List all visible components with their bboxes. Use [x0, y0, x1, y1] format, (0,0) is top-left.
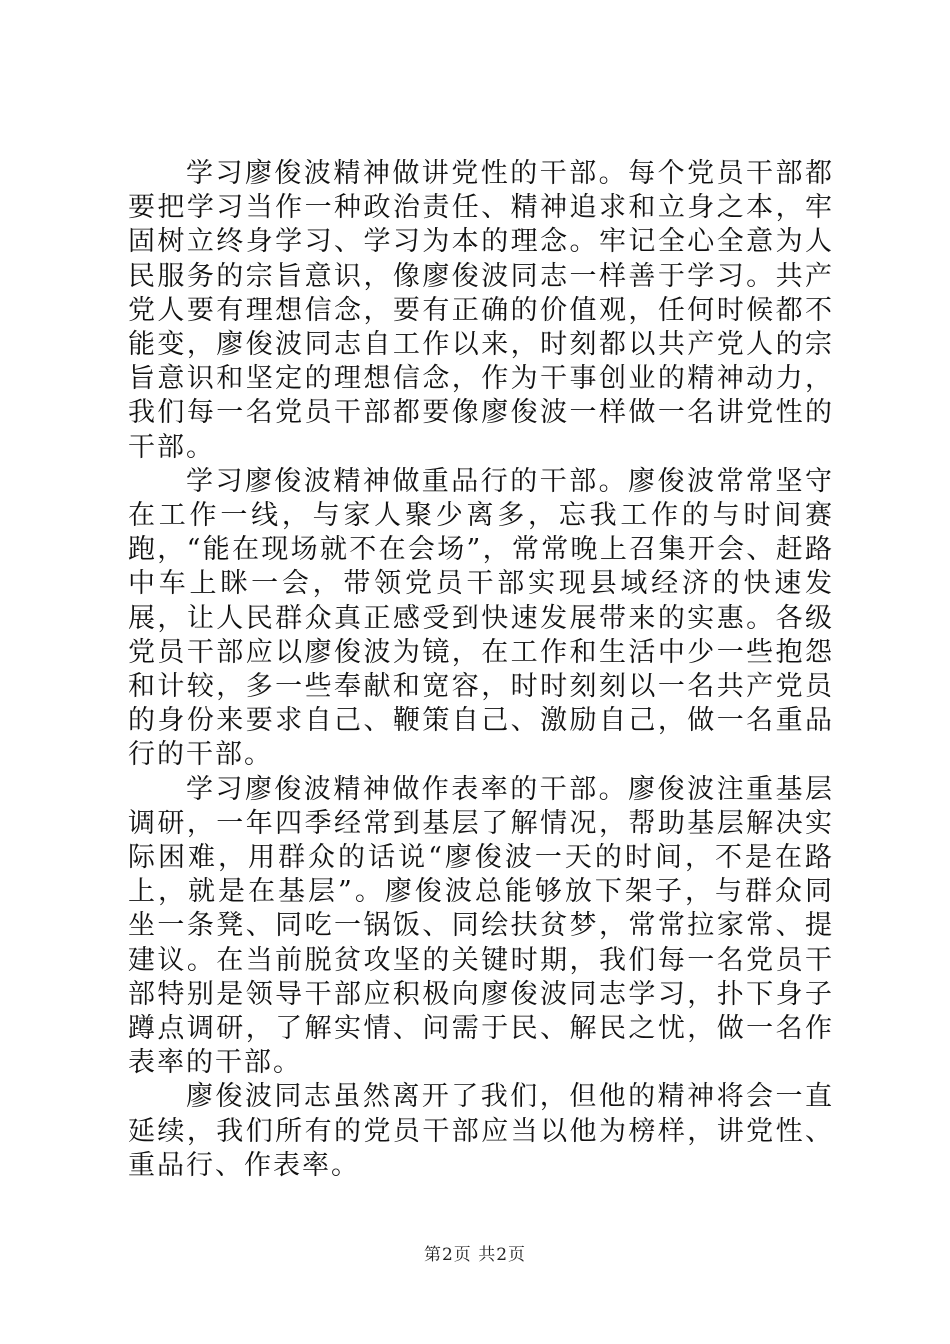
paragraph-party-spirit: 学习廖俊波精神做讲党性的干部。每个党员干部都要把学习当作一种政治责任、精神追求和立身之本，牢固树立终身学习、学习为本的理念。牢记全心全意为人民服务的宗旨意识，像廖俊波同志一样善于学习。共产党人要有理想信念，要有正确的价值观，任何时候都不能变，廖俊波同志自工作以来，时刻都以共产党人的宗旨意识和坚定的理想信念，作为干事创业的精神动力，我们每一名党员干部都要像廖俊波一样做一名讲党性的干部。: [128, 158, 834, 463]
paragraph-conclusion: 廖俊波同志虽然离开了我们，但他的精神将会一直延续，我们所有的党员干部应当以他为榜样，讲党性、重品行、作表率。: [128, 1081, 834, 1181]
document-body: [128, 157, 834, 1183]
paragraph-moral-conduct: 学习廖俊波精神做重品行的干部。廖俊波常常坚守在工作一线，与家人聚少离多，忘我工作的与时间赛跑，“能在现场就不在会场”，常常晚上召集开会、赶路中车上眯一会，带领党员干部实现县域经济的快速发展，让人民群众真正感受到快速发展带来的实惠。各级党员干部应以廖俊波为镜，在工作和生活中少一些抱怨和计较，多一些奉献和宽容，时时刻刻以一名共产党员的身份来要求自己、鞭策自己、激励自己，做一名重品行的干部。: [128, 465, 834, 771]
paragraph-role-model: 学习廖俊波精神做作表率的干部。廖俊波注重基层调研，一年四季经常到基层了解情况，帮助基层解决实际困难，用群众的话说“廖俊波一天的时间，不是在路上，就是在基层”。廖俊波总能够放下架子，与群众同坐一条凳、同吃一锅饭、同绘扶贫梦，常常拉家常、提建议。在当前脱贫攻坚的关键时期，我们每一名党员干部特别是领导干部应积极向廖俊波同志学习，扑下身子蹲点调研，了解实情、问需于民、解民之忧，做一名作表率的干部。: [128, 773, 834, 1079]
page-number-footer: 第2页 共2页: [423, 1245, 527, 1265]
